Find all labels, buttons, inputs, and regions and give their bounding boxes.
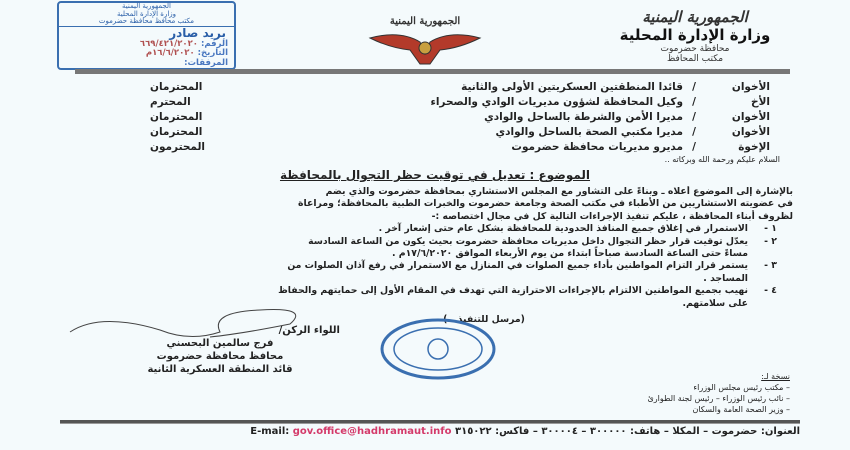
addressee-who: الأخوان	[731, 126, 770, 138]
governorate-name: محافظة حضرموت	[660, 44, 730, 54]
body-line: في عضويته الاستشاريين من الأطباء في مكتب الصحة وجامعة حضرموت والخبرات الطبية بالمحافظة؛ ومراعاة	[298, 198, 793, 210]
body-line: لظروف أبناء المحافظة ، عليكم تنفيذ الإجراءات التالية كل في مجال اختصاصه :-	[431, 210, 793, 222]
emblem-text: الجمهورية اليمنية	[389, 16, 461, 27]
footer	[60, 426, 800, 437]
header-divider	[75, 69, 790, 74]
signatory-name: فرج سالمين البحسني	[166, 338, 274, 349]
item-number: ١ -	[764, 223, 777, 235]
stamp-line: مكتب محافظ محافظة حضرموت	[59, 18, 234, 27]
addressee-title: المحترم	[150, 96, 191, 108]
outgoing-mail-stamp	[57, 1, 236, 70]
copy-item: – مكتب رئيس مجلس الوزراء	[693, 383, 790, 392]
eagle-emblem-icon	[360, 8, 490, 68]
item-text: مساءً حتى الساعة السادسة صباحاً ابتداء من يوم الأربعاء الموافق ١٧/٦/٢٠٢٠م .	[392, 248, 748, 260]
ministry-name: وزارة الإدارة المحلية	[619, 26, 771, 44]
signatory-title: محافظ محافظة حضرموت	[156, 351, 284, 362]
addressee-row	[150, 140, 770, 155]
addressee-row	[150, 95, 770, 110]
addressee-title: المحترمان	[150, 126, 203, 138]
separator: /	[692, 126, 696, 138]
letterhead-right	[580, 8, 810, 64]
greeting: السلام عليكم ورحمة الله وبركاته ..	[664, 155, 780, 164]
footer-email-label: E-mail:	[250, 426, 290, 437]
item-text: المساجد .	[703, 272, 748, 284]
closing-note: (مرسل للتنفيذ ..)	[443, 314, 525, 326]
addressee-row	[150, 80, 770, 95]
list-item	[55, 260, 793, 285]
item-number: ٣ -	[764, 260, 777, 272]
item-text: الاستمرار في إغلاق جميع المنافذ الحدودية للمحافظة بشكل عام حتى إشعار آخر .	[378, 223, 748, 235]
stamp-title: بريد صادر	[169, 25, 226, 40]
item-text: نهيب بجميع المواطنين الالتزام بالإجراءات الاحترازية التي تهدف في المقام الأول إلى حمايتهم والحفاظ	[278, 285, 748, 297]
list-item	[55, 236, 793, 261]
copy-item: – نائب رئيس الوزراء – رئيس لجنة الطوارئ	[647, 394, 790, 403]
copies-heading: نسخة لـ:	[761, 372, 790, 381]
office-name: مكتب المحافظ	[666, 54, 724, 64]
addressee-text: مديرا الأمن والشرطة بالساحل والوادي	[484, 111, 683, 123]
footer-address: العنوان: حضرموت – المكلا – هاتف: ٣٠٠٠٠٠ – ٣٠٠٠٠٤ – فاكس: ٣١٥٠٢٢	[454, 426, 800, 437]
footer-divider	[60, 420, 800, 424]
copy-text: نائب رئيس الوزراء – رئيس لجنة الطوارئ	[647, 394, 784, 403]
list-item	[55, 223, 793, 235]
separator: /	[692, 81, 696, 93]
addressee-title: المحترمان	[150, 81, 203, 93]
date-label: التاريخ:	[197, 48, 228, 58]
addressee-who: الأخوان	[731, 81, 770, 93]
addressee-who: الأخوان	[731, 111, 770, 123]
separator: /	[692, 141, 696, 153]
addressee-text: قائدا المنطقتين العسكريتين الأولى والثانية	[461, 81, 683, 93]
copy-text: مكتب رئيس مجلس الوزراء	[693, 383, 784, 392]
official-seal-icon	[378, 318, 498, 380]
country-name: الجمهورية اليمنية	[642, 8, 748, 26]
item-text: على سلامتهم.	[682, 297, 748, 309]
item-number: ٤ -	[764, 285, 777, 297]
copy-text: وزير الصحة العامة والسكان	[692, 405, 784, 414]
copy-item: – وزير الصحة العامة والسكان	[692, 405, 790, 414]
addressee-title: المحترمون	[150, 141, 206, 153]
signatory-title-2: قائد المنطقة العسكرية الثانية	[147, 364, 293, 375]
addressee-row	[150, 125, 770, 140]
footer-email[interactable]: gov.office@hadhramaut.info	[292, 426, 452, 437]
item-text: يستمر قرار التزام المواطنين بأداء جميع الصلوات في المنازل مع الاستمرار في رفع آذان الصلوات من	[287, 260, 748, 272]
national-emblem	[360, 8, 490, 68]
body-line: بالإشارة إلى الموضوع أعلاه ـ وبناءً على التشاور مع المجلس الاستشاري بمحافظة حضرموت والذي يضم	[325, 186, 793, 197]
signature-block	[100, 324, 340, 376]
attachments-label: المرفقات:	[184, 57, 228, 68]
addressee-who: الأخ	[751, 96, 770, 108]
separator: /	[692, 96, 696, 108]
item-number: ٢ -	[764, 235, 777, 247]
addressee-text: مديرو مديريات محافظة حضرموت	[511, 141, 683, 153]
addressee-title: المحترمان	[150, 111, 203, 123]
addressee-text: مديرا مكتبي الصحة بالساحل والوادي	[495, 126, 683, 138]
addressee-row	[150, 110, 770, 125]
addressee-list	[150, 80, 770, 155]
stamp-line: الجمهورية اليمنية	[121, 2, 171, 10]
addressee-who: الإخوة	[738, 141, 770, 153]
date-value: ١٦/٦/٢٠٢٠م	[145, 48, 195, 58]
separator: /	[692, 111, 696, 123]
addressee-text: وكيل المحافظة لشؤون مديريات الوادي والصحراء	[430, 96, 683, 108]
signatory-rank: اللواء الركن/	[278, 325, 340, 336]
copies-list	[648, 371, 790, 415]
item-text: يعدّل توقيت قرار حظر التجوال داخل مديريات محافظة حضرموت بحيث يكون من الساعة السادسة	[308, 235, 748, 247]
subject-line: الموضوع : تعديل في توقيت حظر التجوال بالمحافظة	[279, 168, 591, 182]
number-value: ٦٦٩/٤٢١/٢٠٢٠	[139, 38, 198, 49]
number-label: الرقم:	[200, 38, 228, 49]
stamp-line: وزارة الإدارة المحلية	[116, 9, 177, 18]
